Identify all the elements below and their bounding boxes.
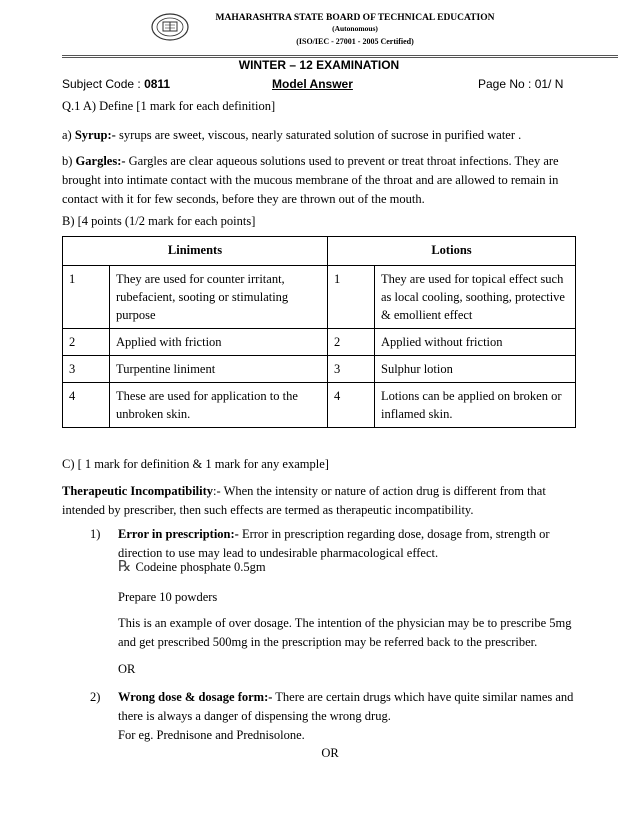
definition-text: Gargles are clear aqueous solutions used to prevent or treat throat infections. They are brought into intimate contact with the mucous membrane of the throat and are allowed to remain in contact with it for few seconds, before they are thrown out of the mouth. [62, 154, 559, 206]
exam-title: WINTER – 12 EXAMINATION [238, 58, 400, 72]
definition-text: syrups are sweet, viscous, nearly saturated solution of sucrose in purified water . [115, 128, 522, 142]
subject-code-label: Subject Code : [62, 77, 141, 91]
lotion-cell: Sulphur lotion [375, 356, 576, 383]
subject-code [62, 77, 170, 91]
question-1c-title: C) [ 1 mark for definition & 1 mark for any example] [62, 457, 329, 471]
table-row [63, 356, 576, 383]
term: Therapeutic Incompatibility [62, 484, 214, 498]
liniment-cell: Applied with friction [110, 329, 328, 356]
term: Gargles:- [75, 154, 126, 168]
item-text: There are certain drugs which have quite similar names and there is always a danger of dispensing the wrong drug. [118, 690, 574, 723]
row-number: 4 [63, 383, 110, 428]
row-number: 3 [328, 356, 375, 383]
row-number: 1 [328, 266, 375, 329]
table-row [63, 383, 576, 428]
row-number: 3 [63, 356, 110, 383]
or-separator: OR [118, 662, 136, 676]
prescription-drug: Codeine phosphate 0.5gm [135, 560, 266, 574]
certification-label: (ISO/IEC - 27001 - 2005 Certified) [296, 37, 414, 46]
question-1b-title: B) [4 points (1/2 mark for each points] [62, 214, 256, 228]
item-prefix: b) [62, 154, 76, 168]
term: Syrup:- [74, 128, 116, 142]
row-number: 2 [63, 329, 110, 356]
board-name: MAHARASHTRA STATE BOARD OF TECHNICAL EDUCATION [215, 13, 495, 23]
liniment-cell: These are used for application to the unbroken skin. [110, 383, 328, 428]
table-row [63, 266, 576, 329]
example-text: This is an example of over dosage. The intention of the physician may be to prescribe 5mg and get prescribed 500mg in the prescription may be referred back to the prescriber. [118, 616, 572, 649]
prepare-instruction: Prepare 10 powders [118, 590, 218, 604]
row-number: 1 [63, 266, 110, 329]
lotion-cell: Applied without friction [375, 329, 576, 356]
definition-text: :- When the intensity or nature of action drug is different from that intended by prescriber, then such effects are termed as therapeutic incompatibility. [62, 484, 546, 517]
row-number: 4 [328, 383, 375, 428]
definition-syrup [62, 126, 582, 145]
item-prefix: a) [62, 128, 75, 142]
header-liniments: Liniments [63, 237, 328, 266]
liniment-cell: They are used for counter irritant, rubefacient, sooting or stimulating purpose [110, 266, 328, 329]
term: Wrong dose & dosage form:- [118, 690, 273, 704]
comparison-table [62, 236, 576, 428]
lotion-cell: They are used for topical effect such as local cooling, soothing, protective & emollient effect [375, 266, 576, 329]
table-header-row [63, 237, 576, 266]
list-number: 1) [90, 527, 101, 541]
header-lotions: Lotions [328, 237, 576, 266]
question-1a-title: Q.1 A) Define [1 mark for each definition] [62, 99, 276, 113]
autonomous-label: (Autonomous) [332, 24, 378, 33]
example-line: For eg. Prednisone and Prednisolone. [118, 728, 305, 742]
list-number: 2) [90, 690, 101, 704]
term: Error in prescription:- [118, 527, 239, 541]
item-text: Error in prescription regarding dose, dosage from, strength or direction to use may lead to undesirable pharmacological effect. [118, 527, 550, 560]
therapeutic-incompatibility-definition [62, 482, 582, 520]
or-separator: OR [321, 746, 339, 760]
subject-code-value: 0811 [144, 77, 171, 91]
lotion-cell: Lotions can be applied on broken or inflamed skin. [375, 383, 576, 428]
table-row [63, 329, 576, 356]
msbte-logo [150, 12, 190, 42]
row-number: 2 [328, 329, 375, 356]
header-rule [62, 55, 618, 56]
definition-gargles [62, 152, 582, 209]
rx-icon: ℞ [118, 557, 132, 575]
prescription-line [118, 557, 358, 575]
page-number: Page No : 01/ N [478, 77, 564, 91]
liniment-cell: Turpentine liniment [110, 356, 328, 383]
model-answer-label: Model Answer [272, 77, 353, 91]
